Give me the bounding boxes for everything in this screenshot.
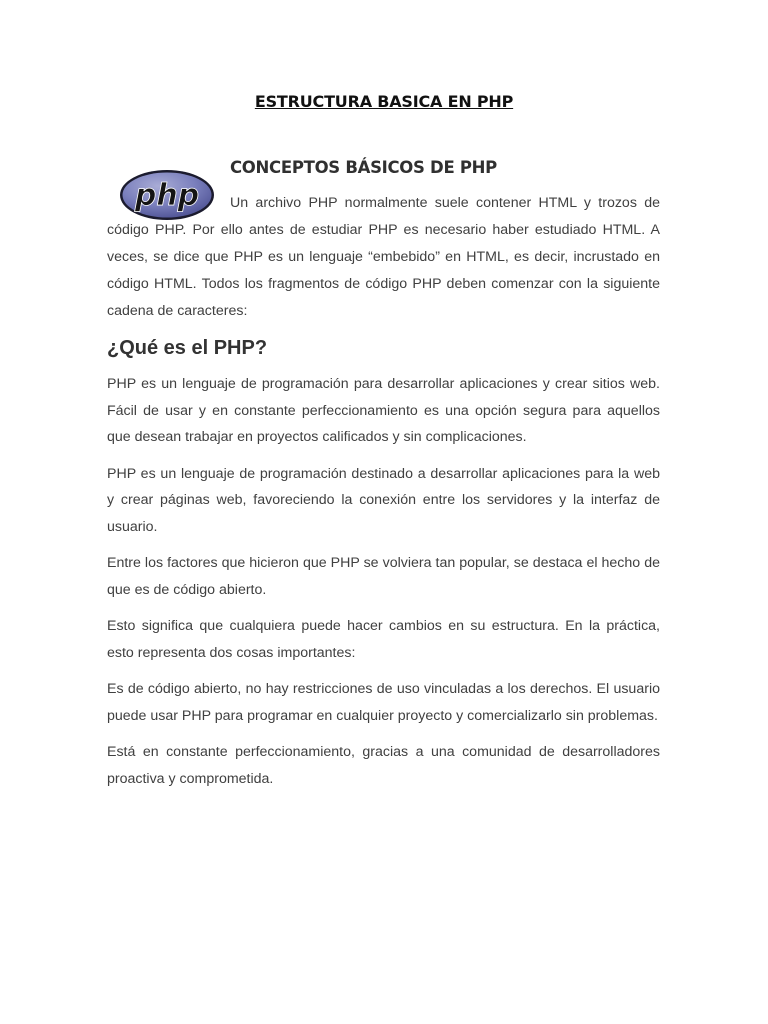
paragraph: Está en constante perfeccionamiento, gracias a una comunidad de desarrolladores proactiva y comprometida. xyxy=(107,744,660,787)
paragraph: Entre los factores que hicieron que PHP se volviera tan popular, se destaca el hecho de que es de código abierto. xyxy=(107,555,660,598)
section-heading: CONCEPTOS BÁSICOS DE PHP xyxy=(230,158,497,177)
paragraph: PHP es un lenguaje de programación para desarrollar aplicaciones y crear sitios web. Fácil de usar y en constante perfeccionamiento es una opción segura para aquellos que desean trabajar en proyectos calificados y sin complicaciones. xyxy=(107,376,660,445)
intro-paragraph: Un archivo PHP normalmente suele contener HTML y trozos de código PHP. Por ello antes de estudiar PHP es necesario haber estudiado HTML. A veces, se dice que PHP es un lenguaje “embebido” en HTML, es decir, incrustado en código HTML. Todos los fragmentos de código PHP deben comenzar con la siguiente cadena de caracteres: xyxy=(107,195,660,319)
paragraph: Esto significa que cualquiera puede hacer cambios en su estructura. En la práctica, esto representa dos cosas importantes: xyxy=(107,618,660,661)
paragraph: PHP es un lenguaje de programación destinado a desarrollar aplicaciones para la web y crear páginas web, favoreciendo la conexión entre los servidores y la interfaz de usuario. xyxy=(107,465,660,535)
body-text xyxy=(107,371,660,802)
document-title: ESTRUCTURA BASICA EN PHP xyxy=(254,92,514,111)
php-logo-text: php xyxy=(134,178,200,213)
question-heading: ¿Qué es el PHP? xyxy=(107,337,268,359)
paragraph: Es de código abierto, no hay restricciones de uso vinculadas a los derechos. El usuario puede usar PHP para programar en cualquier proyecto y comercializarlo sin problemas. xyxy=(107,681,660,724)
intro-block xyxy=(107,190,660,325)
